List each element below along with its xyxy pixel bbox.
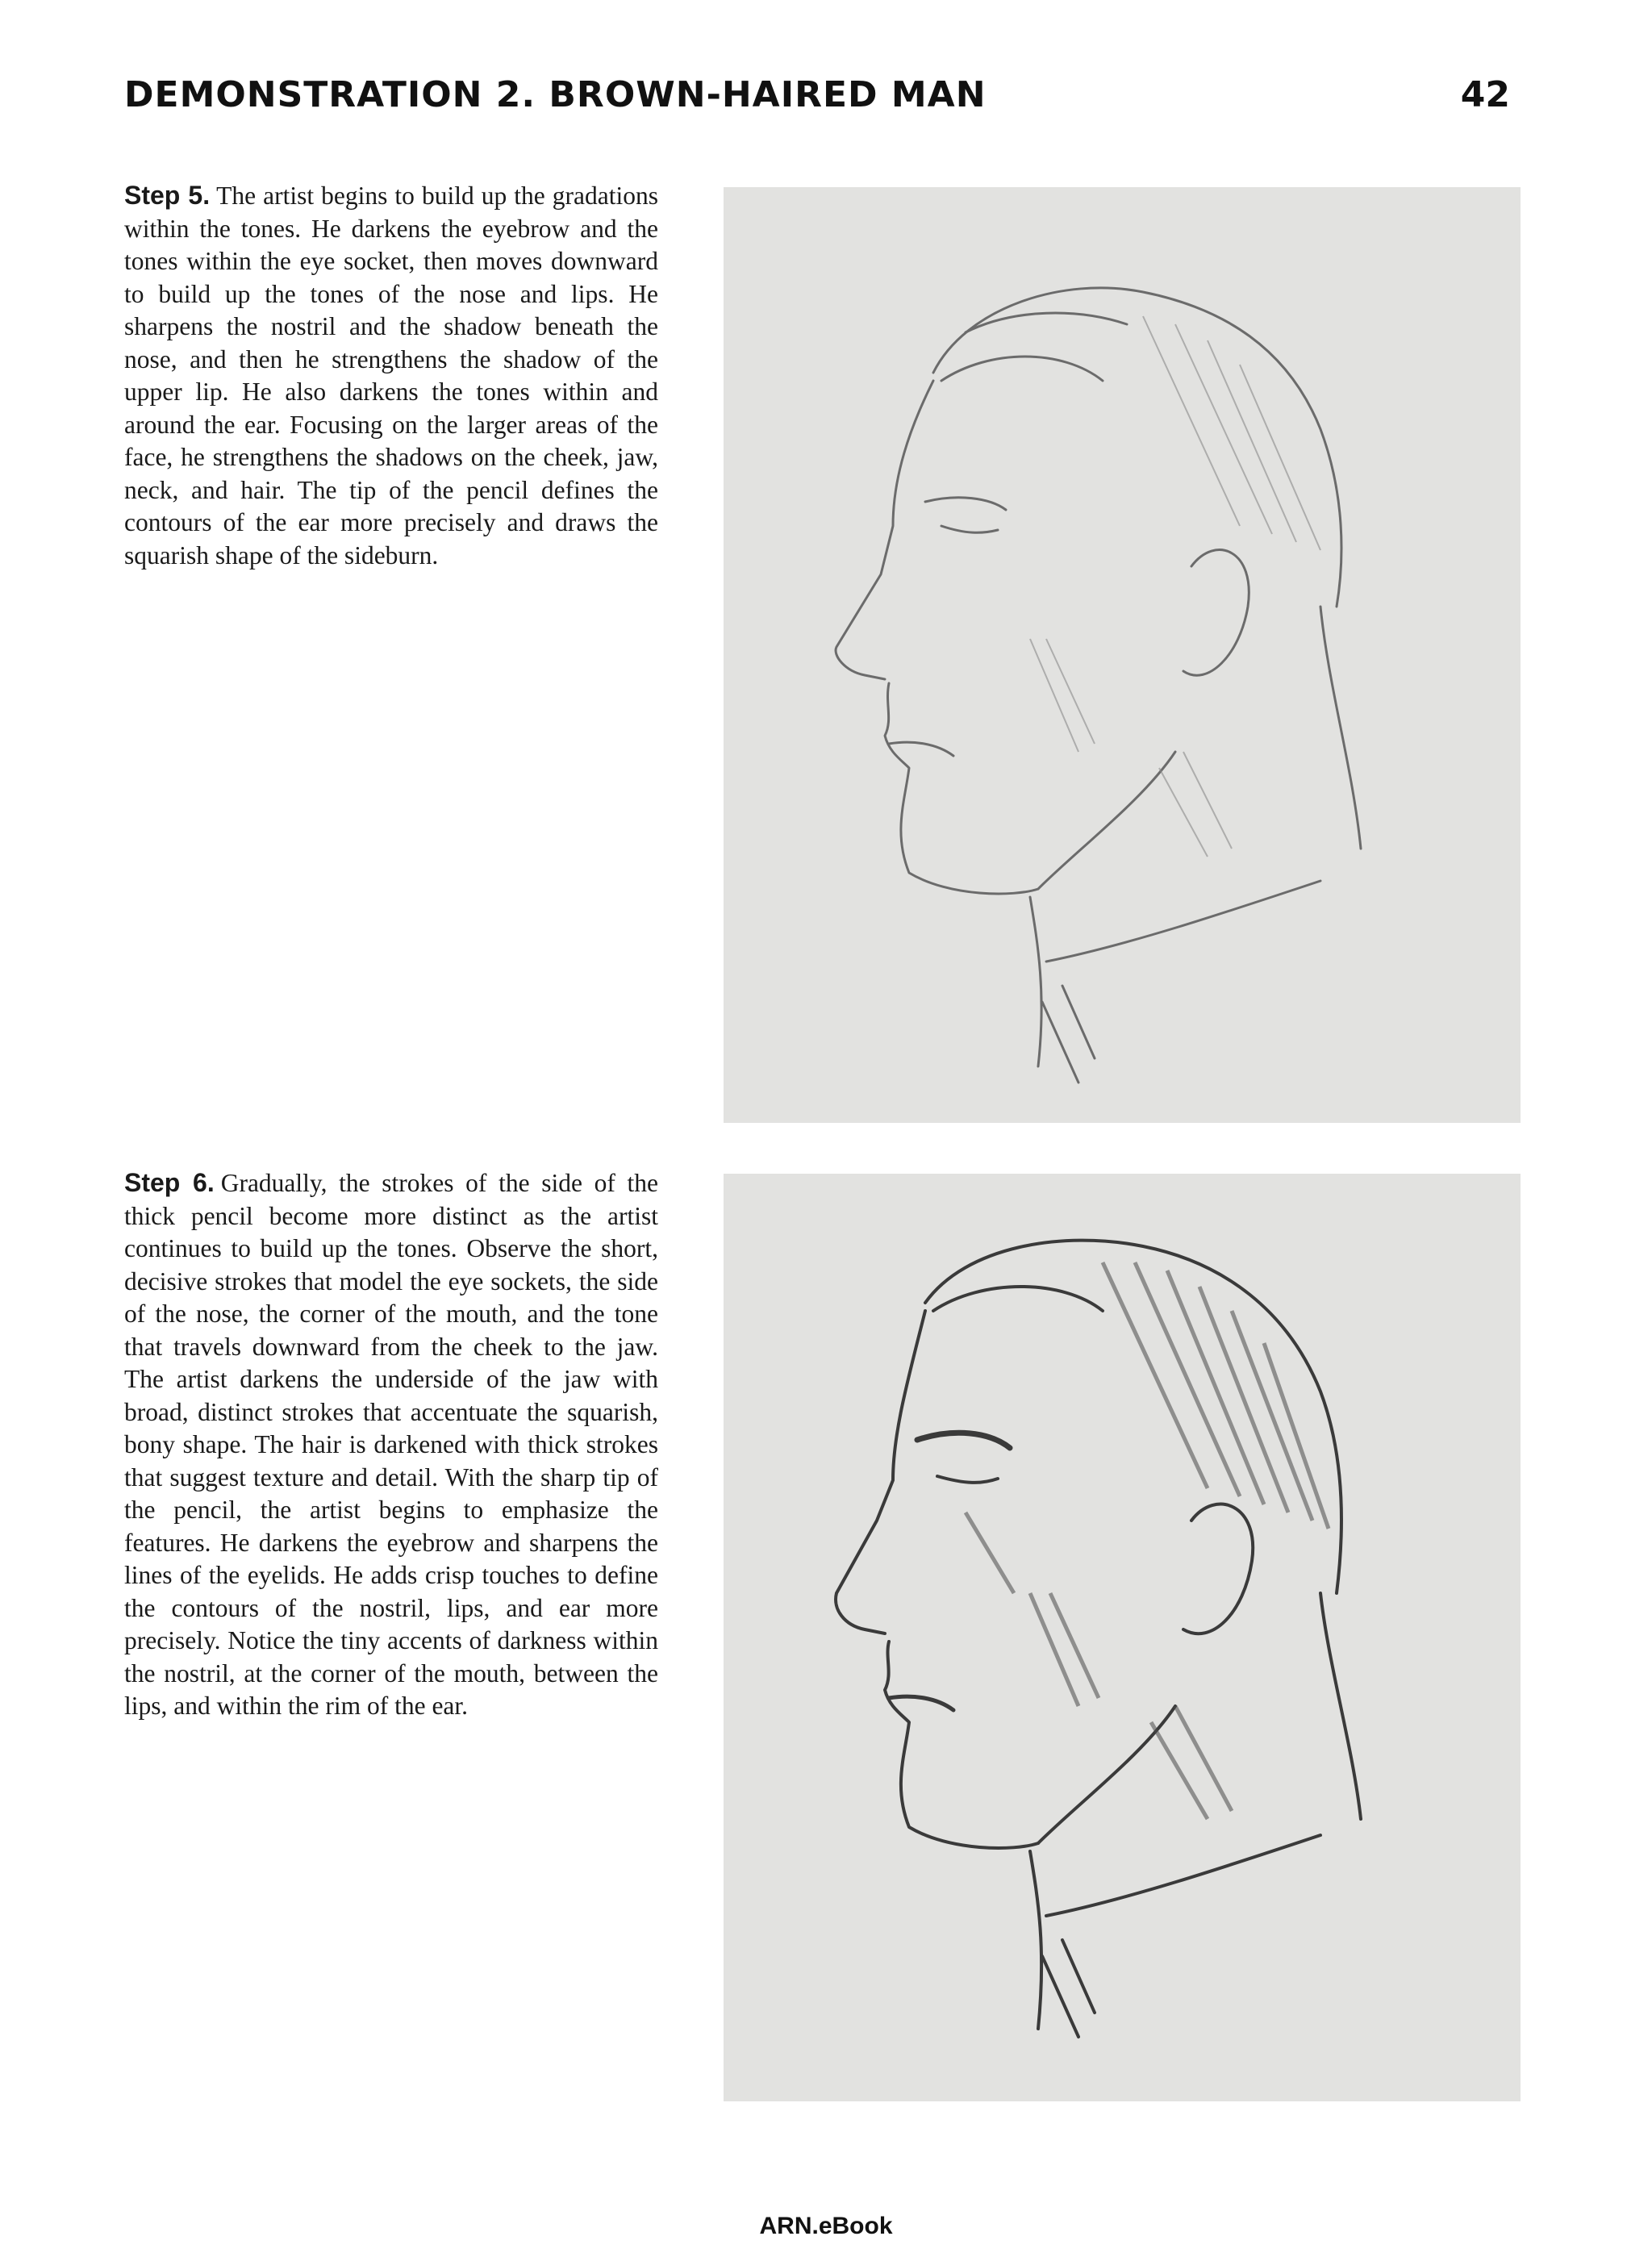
- step-5-drawing: [724, 187, 1521, 1123]
- step-6-body: Gradually, the strokes of the side of the thick pencil become more distinct as the artist continues to build up the tones. Observe the short, decisive strokes that model the eye sockets, the side of the nose, the corner of the mouth, and the tone that travels downward from the cheek to the jaw. The artist darkens the underside of the jaw with broad, distinct strokes that accentuate the squarish, bony shape. The hair is darkened with thick strokes that suggest texture and detail. With the sharp tip of the pencil, the artist begins to emphasize the features. He darkens the eyebrow and sharpens the lines of the eyelids. He adds crisp touches to define the contours of the nostril, lips, and ear more precisely. Notice the tiny accents of darkness within the nostril, at the corner of the mouth, between the lips, and within the rim of the ear.: [124, 1169, 658, 1720]
- footer-credit: ARN.eBook: [759, 2213, 893, 2239]
- page-number: 42: [1460, 74, 1510, 115]
- page-title: DEMONSTRATION 2. BROWN-HAIRED MAN: [124, 74, 987, 115]
- step-6-paragraph: [124, 1166, 658, 1723]
- step-6-sketch-svg: [724, 1174, 1521, 2101]
- step-5-paragraph: [124, 179, 658, 572]
- step-5-body: The artist begins to build up the gradations within the tones. He darkens the eyebrow and the tones within the eye socket, then moves downward to build up the tones of the nose and lips. He sharpens the nostril and the shadow beneath the nose, and then he strengthens the shadow of the upper lip. He also darkens the tones within and around the ear. Focusing on the larger areas of the face, he strengthens the shadows on the cheek, jaw, neck, and hair. The tip of the pencil defines the contours of the ear more precisely and draws the squarish shape of the sideburn.: [124, 181, 659, 570]
- step-6-label: Step 6.: [124, 1168, 215, 1197]
- step-5-label: Step 5.: [124, 181, 211, 210]
- step-6-drawing: [724, 1174, 1521, 2101]
- step-5-sketch-svg: [724, 187, 1521, 1123]
